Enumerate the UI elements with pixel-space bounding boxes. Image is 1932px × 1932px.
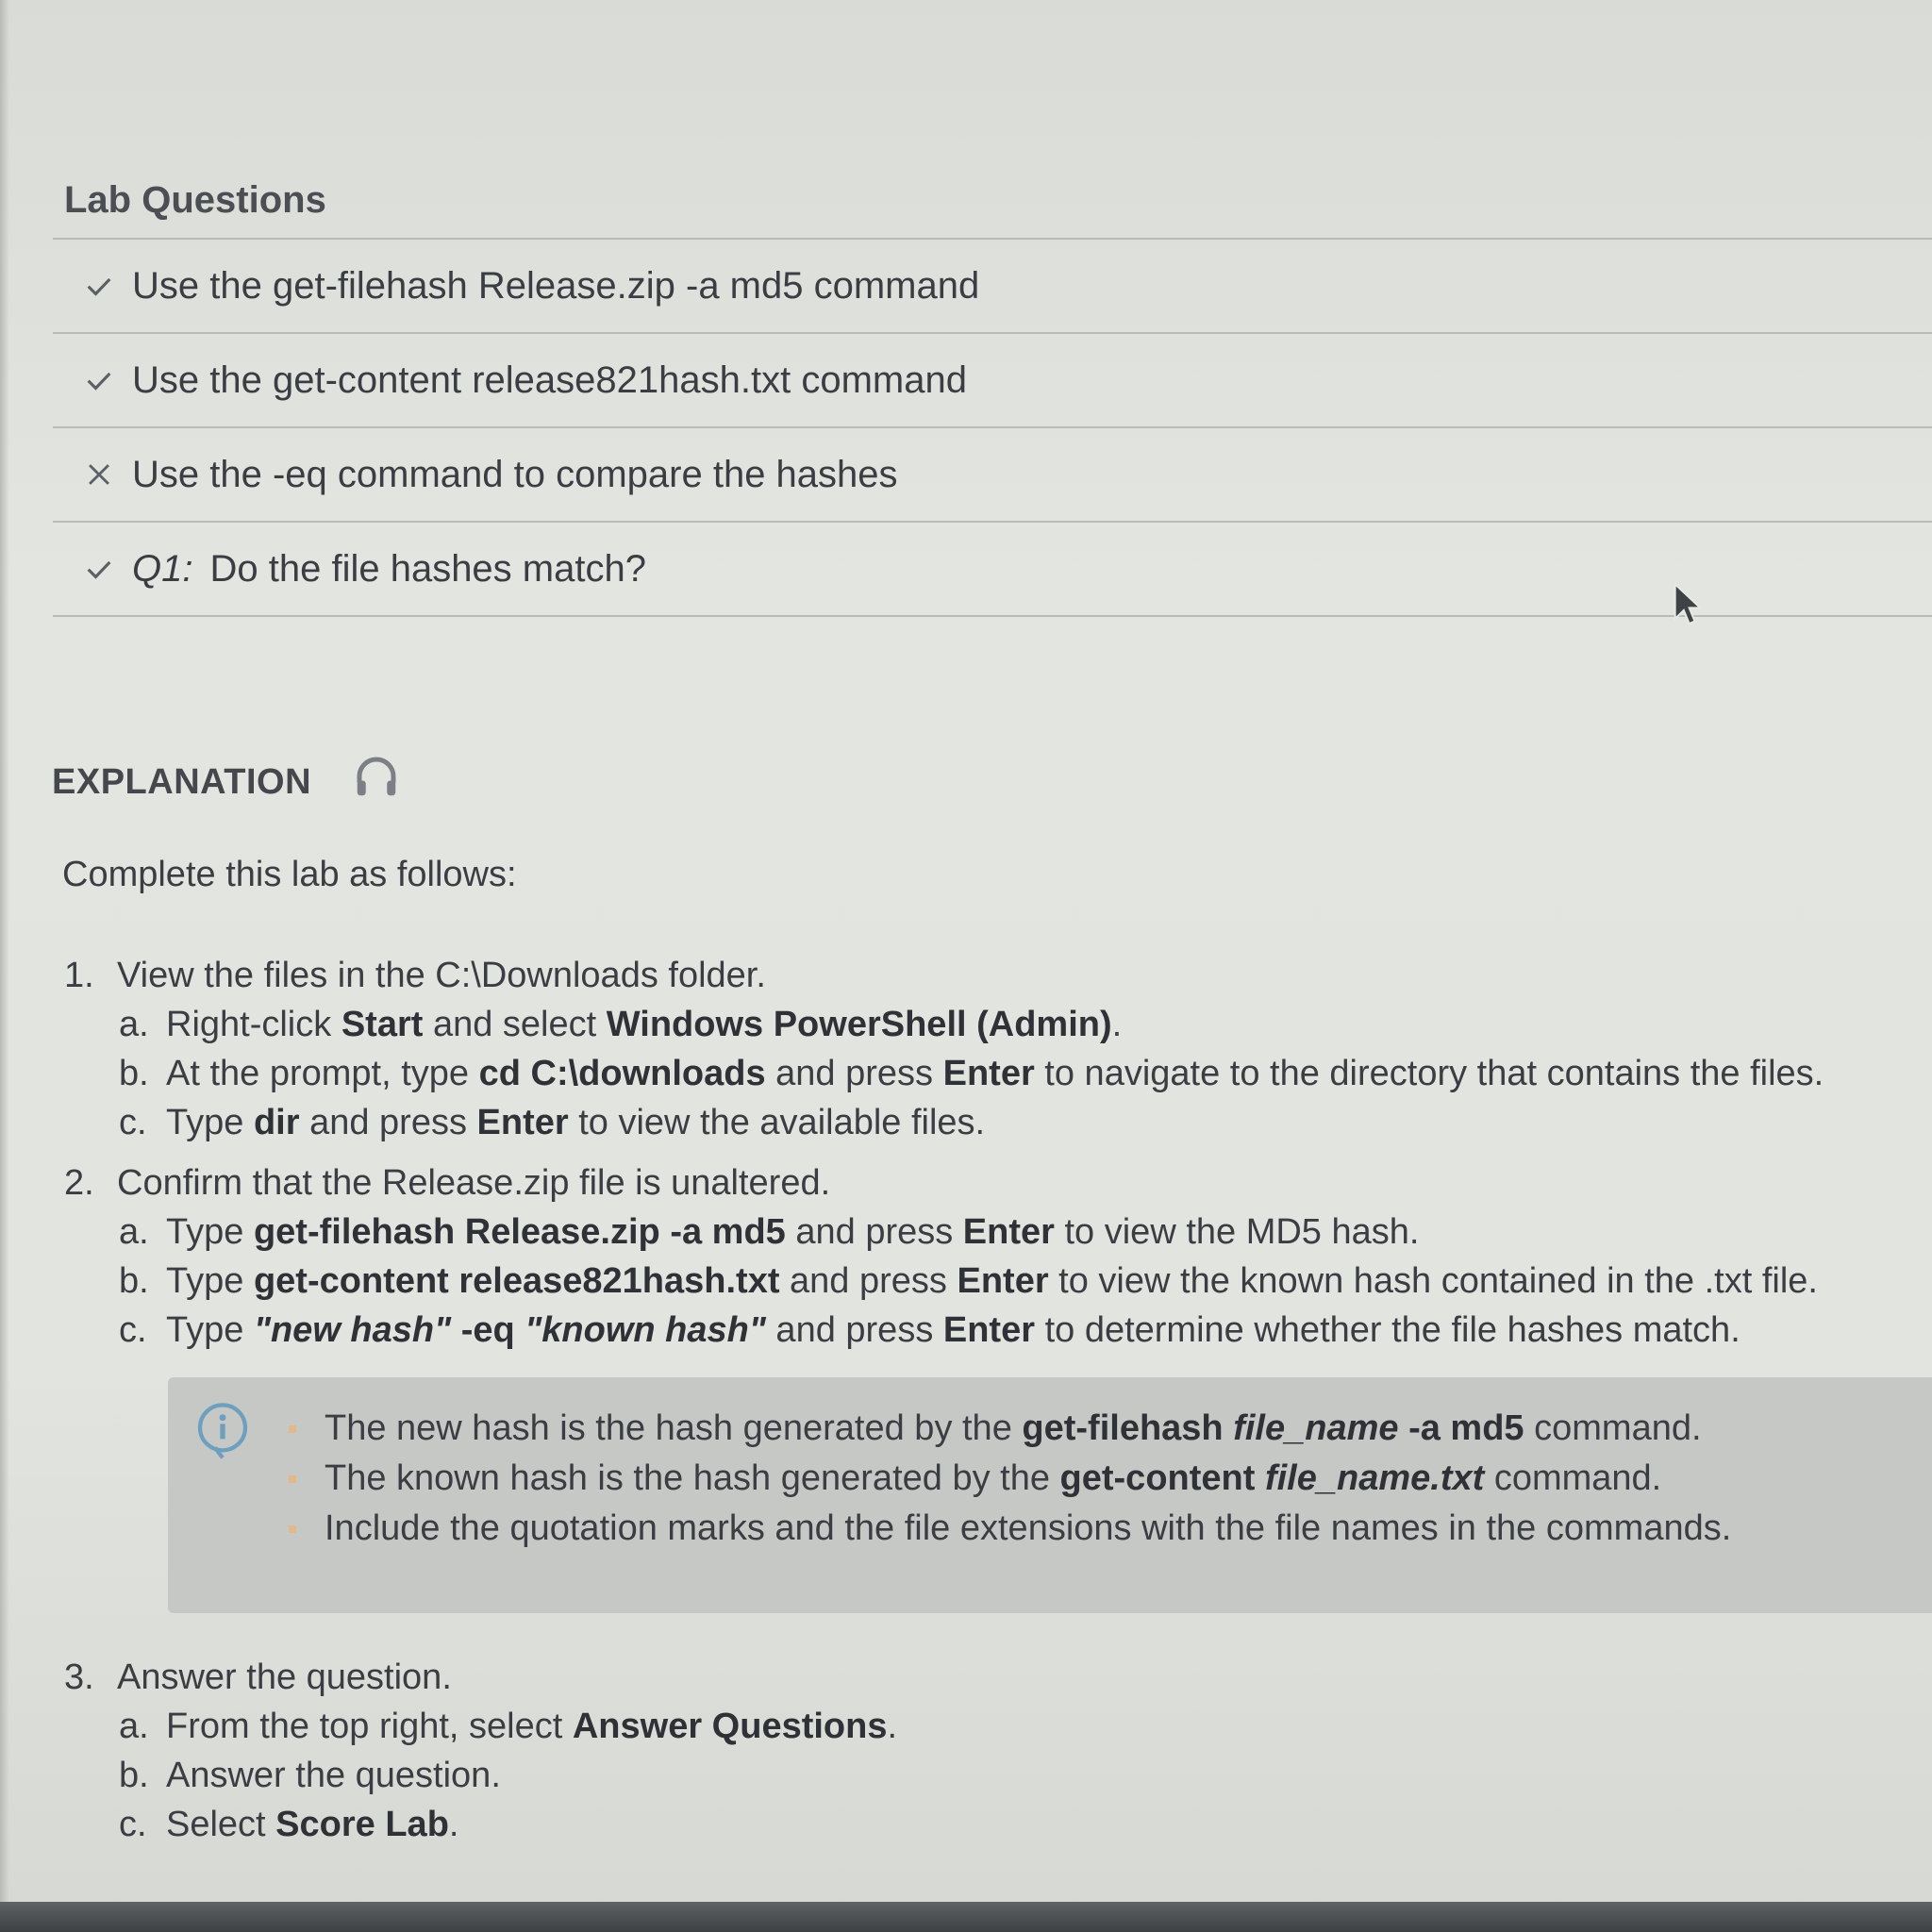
substep-text: At the prompt, type: [166, 1053, 479, 1093]
question-item[interactable]: [53, 426, 1932, 521]
substep-text: to view the known hash contained in the .txt file.: [1048, 1260, 1818, 1301]
step-number: 3.: [64, 1657, 94, 1697]
substep: [64, 1306, 1923, 1355]
substep-text: Type: [166, 1102, 254, 1142]
substep-text: and press: [765, 1053, 943, 1093]
checkmark-icon: [75, 553, 123, 585]
substep: [64, 1208, 1923, 1257]
substep-bold-italic: "new hash": [253, 1309, 452, 1350]
step-text: View the files in the C:\Downloads folder.: [117, 955, 766, 995]
substep-text: Answer the question.: [166, 1755, 501, 1795]
substep-letter: c.: [119, 1309, 147, 1350]
explanation-intro: Complete this lab as follows:: [62, 855, 517, 894]
substep-text: Right-click: [166, 1004, 341, 1044]
substep-text: Type: [166, 1260, 254, 1301]
substep: [64, 1751, 1923, 1800]
note-item: [289, 1504, 1731, 1554]
question-text: Use the -eq command to compare the hashes: [132, 453, 898, 495]
substep-text: to view the MD5 hash.: [1054, 1211, 1420, 1252]
explanation-heading: EXPLANATION: [52, 762, 312, 802]
substep-letter: a.: [119, 1706, 149, 1746]
substep-letter: a.: [119, 1004, 149, 1044]
substep: [64, 1098, 1923, 1147]
substep-text: .: [887, 1706, 898, 1746]
question-item[interactable]: [53, 332, 1932, 426]
note-text: command.: [1484, 1458, 1662, 1498]
substep-text: and press: [785, 1211, 963, 1252]
note-text: command.: [1524, 1408, 1702, 1448]
note-list: [289, 1404, 1731, 1554]
substep: [64, 1800, 1923, 1849]
substep-bold: Score Lab: [275, 1804, 449, 1844]
step-3: [64, 1653, 1923, 1849]
substep: [64, 1000, 1923, 1049]
note-text: The new hash is the hash generated by the: [325, 1408, 1023, 1448]
substep-text: and press: [299, 1102, 477, 1142]
note-bold-italic: file_name: [1233, 1408, 1399, 1448]
info-note-box: [168, 1377, 1932, 1613]
question-prefix: Q1:: [132, 547, 193, 590]
substep-bold: get-content release821hash.txt: [253, 1260, 780, 1301]
substep-letter: c.: [119, 1804, 147, 1844]
headphones-icon[interactable]: [351, 751, 402, 802]
substep: [64, 1049, 1923, 1098]
question-text: Use the get-filehash Release.zip -a md5 command: [132, 264, 980, 307]
substep-text: Type: [166, 1309, 254, 1350]
step-text: Confirm that the Release.zip file is unaltered.: [117, 1162, 831, 1203]
bullet-marker: [289, 1425, 296, 1433]
note-bold-italic: file_name.txt: [1264, 1458, 1485, 1498]
step-text: Answer the question.: [117, 1657, 452, 1697]
checkmark-icon: [75, 364, 123, 396]
substep-bold: cd C:\downloads: [478, 1053, 766, 1093]
substep-text: and select: [423, 1004, 607, 1044]
substep-bold: Enter: [942, 1053, 1035, 1093]
question-text: Do the file hashes match?: [209, 547, 646, 590]
substep-bold: Enter: [957, 1260, 1049, 1301]
substep-text: Type: [166, 1211, 254, 1252]
lab-questions-list: [53, 238, 1932, 617]
substep-letter: b.: [119, 1053, 149, 1093]
substep-text: Select: [166, 1804, 276, 1844]
substep-text: and press: [779, 1260, 958, 1301]
substep-text: to navigate to the directory that contains the files.: [1034, 1053, 1824, 1093]
bullet-marker: [289, 1475, 296, 1483]
question-item[interactable]: [53, 521, 1932, 617]
substep-bold: Answer Questions: [572, 1706, 888, 1746]
substep-bold: Enter: [476, 1102, 569, 1142]
step-1: [64, 951, 1923, 1147]
note-bold: -a md5: [1408, 1408, 1524, 1448]
substep-bold: Windows PowerShell (Admin): [606, 1004, 1112, 1044]
note-bold: get-content: [1059, 1458, 1256, 1498]
substep-text: and press: [765, 1309, 943, 1350]
substep: [64, 1702, 1923, 1751]
substep-bold-italic: "known hash": [525, 1309, 766, 1350]
bullet-marker: [289, 1525, 296, 1533]
question-item[interactable]: [53, 238, 1932, 332]
substep-bold: Enter: [942, 1309, 1036, 1350]
substep-text: to determine whether the file hashes match.: [1035, 1309, 1740, 1350]
note-item: [289, 1454, 1731, 1504]
substep-bold: Enter: [962, 1211, 1055, 1252]
lab-questions-title: Lab Questions: [64, 179, 326, 221]
substep-bold: get-filehash Release.zip -a md5: [253, 1211, 786, 1252]
substep-letter: c.: [119, 1102, 147, 1142]
substep-letter: b.: [119, 1260, 149, 1301]
note-text: Include the quotation marks and the file extensions with the file names in the commands.: [325, 1508, 1732, 1548]
bottom-bezel: [0, 1902, 1932, 1932]
substep-text: to view the available files.: [568, 1102, 986, 1142]
note-bold: get-filehash: [1022, 1408, 1224, 1448]
checkmark-icon: [75, 270, 123, 302]
substep-text: .: [1111, 1004, 1123, 1044]
question-text: Use the get-content release821hash.txt command: [132, 358, 967, 401]
substep: [64, 1257, 1923, 1306]
substep-letter: b.: [119, 1755, 149, 1795]
step-number: 1.: [64, 955, 94, 995]
substep-bold: Start: [341, 1004, 424, 1044]
mouse-pointer-icon: [1672, 581, 1704, 628]
note-item: [289, 1404, 1731, 1454]
substep-bold: dir: [253, 1102, 300, 1142]
substep-bold: -eq: [451, 1309, 525, 1350]
substep-text: From the top right, select: [166, 1706, 573, 1746]
substep-letter: a.: [119, 1211, 149, 1252]
step-number: 2.: [64, 1162, 94, 1203]
step-2: [64, 1158, 1923, 1355]
info-icon: [192, 1400, 253, 1460]
left-edge-shadow: [0, 0, 9, 1932]
substep-text: .: [448, 1804, 459, 1844]
note-text: The known hash is the hash generated by the: [325, 1458, 1060, 1498]
cross-icon: [75, 458, 123, 491]
